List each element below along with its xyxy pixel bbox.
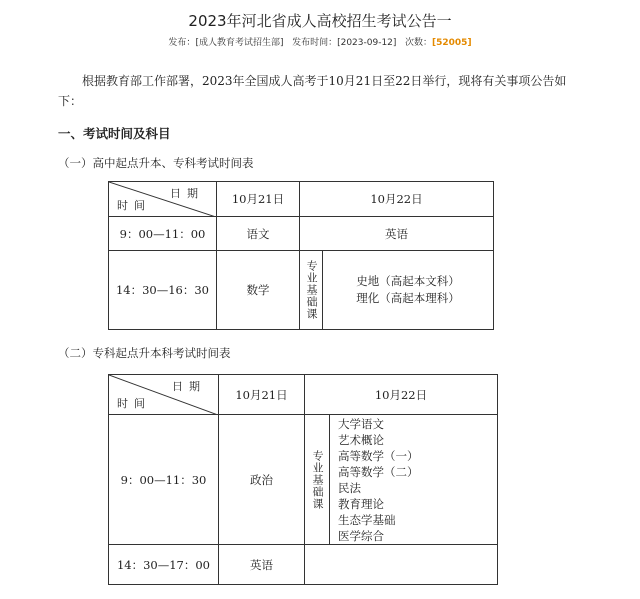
table-row [109,251,494,330]
diag-time-label: 时间 [117,397,151,410]
meta-info [0,35,640,48]
header-day2: 10月22日 [305,375,498,415]
page-title: 2023年河北省成人高校招生考试公告一 [188,12,452,30]
list-item: 医学综合 [338,528,384,543]
table-row [109,545,498,585]
list-item: 艺术概论 [338,432,384,447]
schedule-table-1 [108,181,494,330]
vertical-category-label: 专业基础课 [311,449,324,510]
list-item: 民法 [338,480,361,495]
header-day1: 10月21日 [219,375,305,415]
header-day2: 10月22日 [300,182,494,217]
subject-list-cell [330,415,498,545]
table-row [109,217,494,251]
table-header-row [109,375,498,415]
list-item: 大学语文 [338,416,384,431]
views-label: 次数： [405,38,433,48]
time-cell: 14：30—16：30 [109,251,217,330]
time-cell: 9：00—11：30 [109,415,219,545]
section-heading: 一、考试时间及科目 [58,126,171,141]
publish-date: [2023-09-12] [337,38,397,48]
subject-line: 史地（高起本文科） [356,274,460,288]
schedule-table-2 [108,374,498,585]
list-item: 高等数学（一） [338,448,419,463]
empty-cell [305,545,498,585]
date-label: 发布时间： [292,38,338,48]
subject-cell: 英语 [300,217,494,251]
time-cell: 9：00—11：00 [109,217,217,251]
intro-paragraph: 根据教育部工作部署，2023年全国成人高考于10月21日至22日举行，现将有关事项公告如 [82,74,567,88]
publisher: [成人教育考试招生部] [195,38,284,48]
category-cell [300,251,323,330]
table-header-row [109,182,494,217]
table-row [109,415,498,545]
category-cell [305,415,330,545]
time-cell: 14：30—17：00 [109,545,219,585]
subject-cell: 数学 [217,251,300,330]
publisher-label: 发布： [168,38,196,48]
list-item: 生态学基础 [338,512,396,527]
table2-caption: （二）专科起点升本科考试时间表 [58,346,231,360]
subject-cell: 语文 [217,217,300,251]
diag-time-label: 时间 [117,199,151,212]
subject-cell: 政治 [219,415,305,545]
list-item: 教育理论 [338,496,384,511]
diagonal-header-cell [109,375,219,415]
subject-cell [323,251,494,330]
view-count: [52005] [432,38,472,48]
vertical-category-label: 专业基础课 [305,260,318,320]
diagonal-header-cell [109,182,217,217]
intro-paragraph-line2: 下： [58,94,83,108]
table1-caption: （一）高中起点升本、专科考试时间表 [58,156,254,170]
subject-line: 理化（高起本理科） [356,291,460,305]
list-item: 高等数学（二） [338,464,419,479]
diag-date-label: 日期 [170,187,204,200]
diag-date-label: 日期 [172,380,206,393]
subject-cell: 英语 [219,545,305,585]
header-day1: 10月21日 [217,182,300,217]
